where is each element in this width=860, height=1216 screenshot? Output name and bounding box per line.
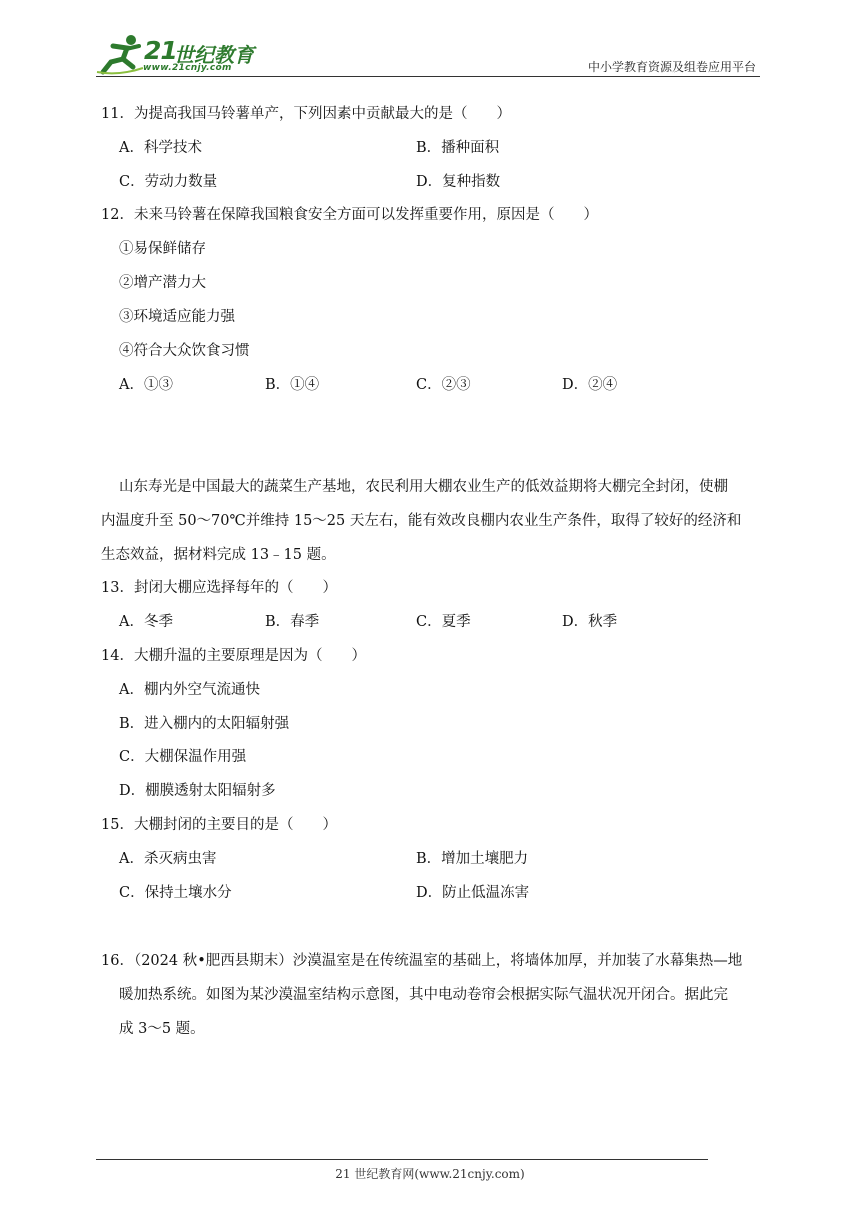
question-12-option-d: D．②④ [562, 377, 618, 393]
question-11-option-a: A．科学技术 [119, 140, 202, 156]
question-15-stem: 15．大棚封闭的主要目的是（ ） [101, 817, 337, 833]
header-divider [96, 76, 760, 77]
footer-text: 21 世纪教育网(www.21cnjy.com) [335, 1167, 525, 1181]
question-12-item-1: ①易保鲜储存 [119, 241, 206, 257]
question-12-item-3: ③环境适应能力强 [119, 309, 235, 325]
passage-line-3: 生态效益，据材料完成 13﹣15 题。 [101, 547, 336, 563]
question-11-option-c: C．劳动力数量 [119, 174, 218, 190]
question-15-option-a: A．杀灭病虫害 [119, 851, 217, 867]
question-15-option-b: B．增加土壤肥力 [416, 851, 529, 867]
question-13-option-b: B．春季 [265, 614, 320, 630]
question-14-option-d: D．棚膜透射太阳辐射多 [119, 783, 276, 799]
question-13-option-d: D．秋季 [562, 614, 618, 630]
question-16-line-3: 成 3～5 题。 [119, 1021, 205, 1037]
question-12-option-c: C．②③ [416, 377, 471, 393]
footer-divider [96, 1159, 708, 1160]
question-11-stem: 11．为提高我国马铃薯单产，下列因素中贡献最大的是（ ） [101, 106, 511, 122]
question-12-stem: 12．未来马铃薯在保障我国粮食安全方面可以发挥重要作用，原因是（ ） [101, 207, 598, 223]
question-12-item-4: ④符合大众饮食习惯 [119, 343, 250, 359]
question-11-option-d: D．复种指数 [416, 174, 501, 190]
question-11-option-b: B．播种面积 [416, 140, 500, 156]
platform-title: 中小学教育资源及组卷应用平台 [587, 60, 756, 74]
question-12-option-a: A．①③ [119, 377, 173, 393]
question-16-line-1: 16．（2024 秋•肥西县期末）沙漠温室是在传统温室的基础上，将墙体加厚，并加装了水幕集热—地 [101, 953, 743, 969]
question-12-item-2: ②增产潜力大 [119, 275, 206, 291]
passage-line-1: 山东寿光是中国最大的蔬菜生产基地，农民利用大棚农业生产的低效益期将大棚完全封闭，使棚 [119, 479, 728, 495]
passage-line-2: 内温度升至 50～70℃并维持 15～25 天左右，能有效改良棚内农业生产条件，取得了较好的经济和 [101, 513, 742, 529]
question-12-option-b: B．①④ [265, 377, 320, 393]
question-13-option-a: A．冬季 [119, 614, 173, 630]
runner-logo-icon [95, 32, 145, 76]
question-14-option-c: C．大棚保温作用强 [119, 749, 247, 765]
logo-wordmark: 世纪教育 [174, 43, 254, 67]
question-15-option-c: C．保持土壤水分 [119, 885, 232, 901]
question-14-option-b: B．进入棚内的太阳辐射强 [119, 716, 290, 732]
question-13-option-c: C．夏季 [416, 614, 471, 630]
question-13-stem: 13．封闭大棚应选择每年的（ ） [101, 580, 337, 596]
question-16-line-2: 暖加热系统。如图为某沙漠温室结构示意图，其中电动卷帘会根据实际气温状况开闭合。据此完 [119, 987, 728, 1003]
question-14-stem: 14．大棚升温的主要原理是因为（ ） [101, 648, 366, 664]
logo-wordmark-number: 21 [144, 36, 177, 65]
question-15-option-d: D．防止低温冻害 [416, 885, 530, 901]
logo-url: www.21cnjy.com [143, 63, 232, 73]
question-14-option-a: A．棚内外空气流通快 [119, 682, 260, 698]
